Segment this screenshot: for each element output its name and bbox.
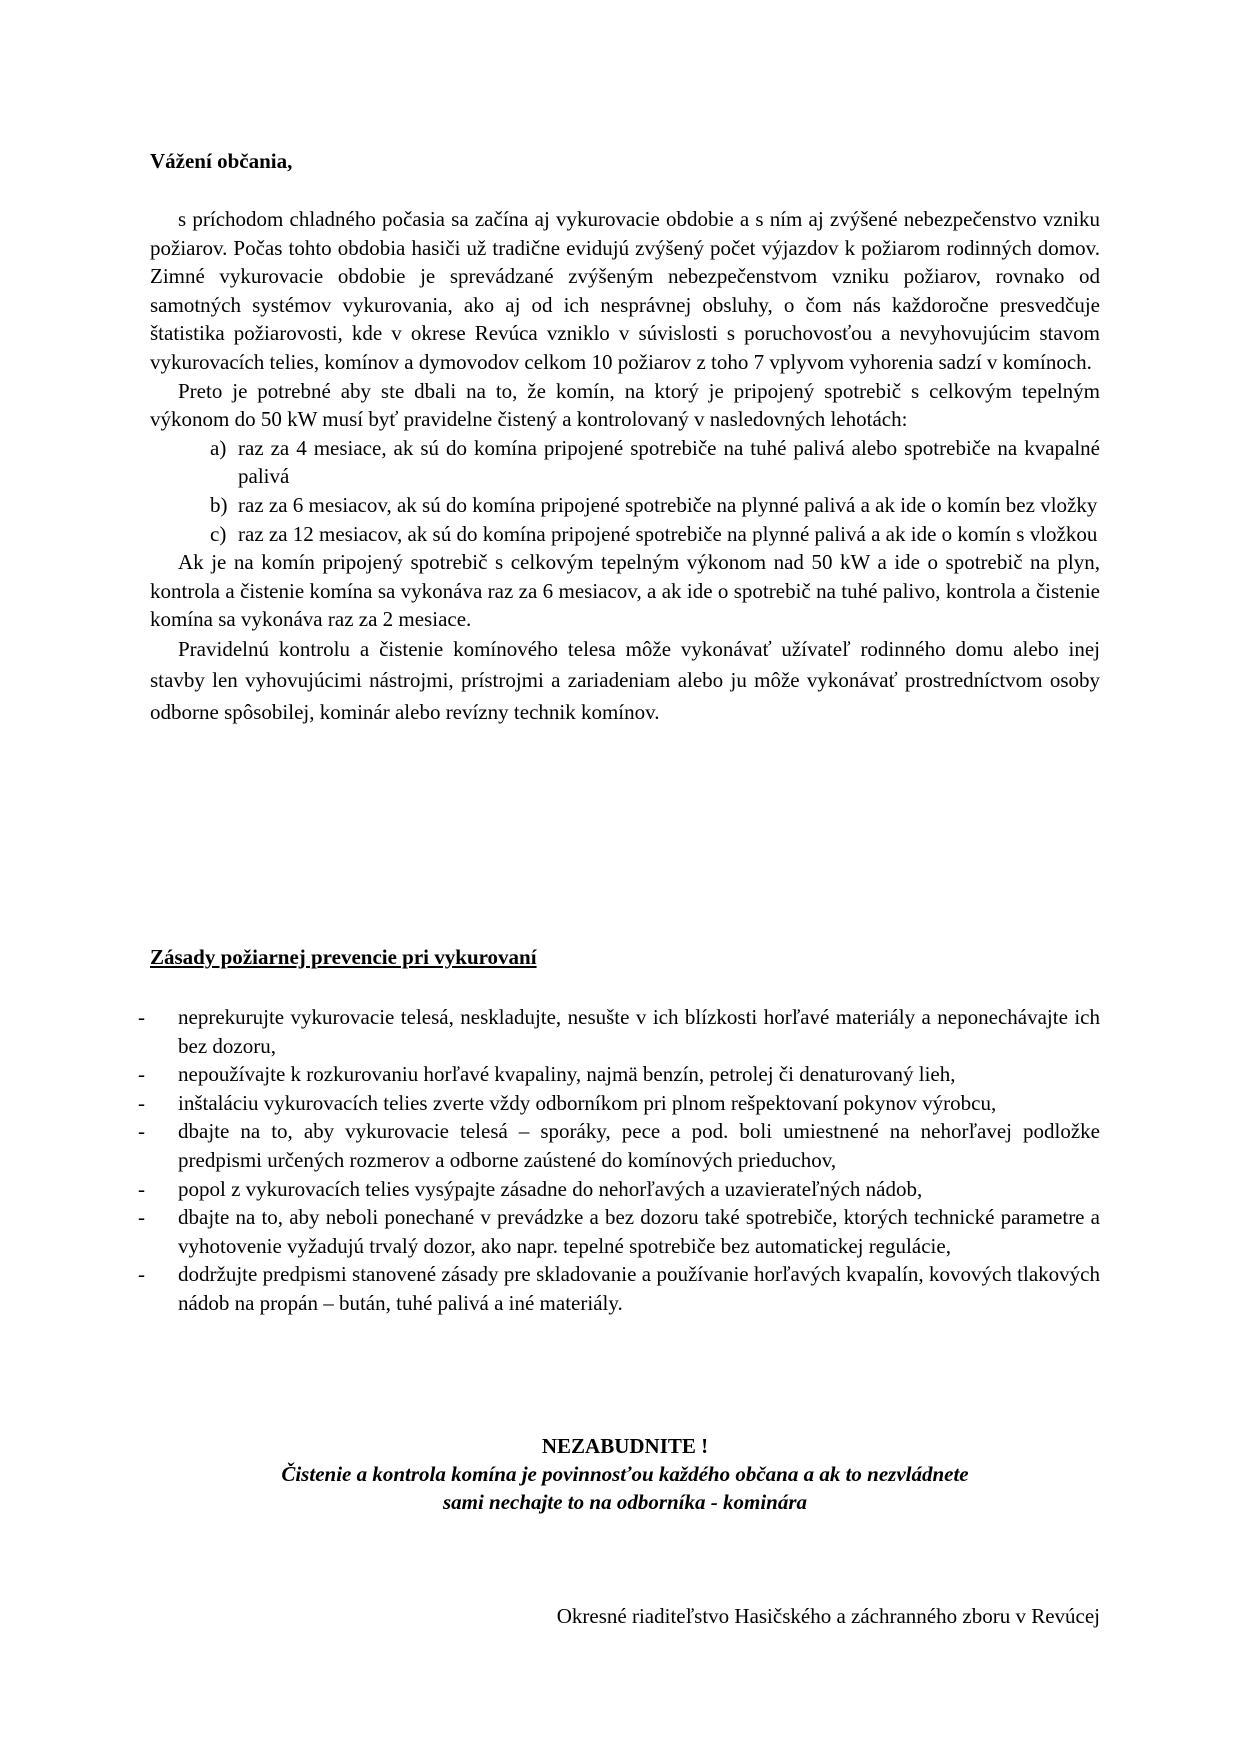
rule-item [138,1060,1100,1089]
over-50kw-paragraph: Ak je na komín pripojený spotrebič s celkovým tepelným výkonom nad 50 kW a ide o spotrebič na plyn, kontrola a čistenie komína sa vykonáva raz za 6 mesiacov, a ak ide o spotrebič na tuhé palivo, kontrola a čistenie komína sa vykonáva raz za 2 mesiace. [150,550,1100,632]
reminder-title: NEZABUDNITE ! [541,1434,709,1458]
rule-item [138,1260,1100,1317]
section-title: Zásady požiarnej prevencie pri vykurovaní [150,945,537,969]
rule-text: neprekurujte vykurovacie telesá, neskladujte, nesušte v ich blízkosti horľavé materiály a neponechávajte ich bez dozoru, [178,1005,1100,1058]
reminder-text: Čistenie a kontrola komína je povinnosťou každého občana a ak to nezvládnete sami nechajte to na odborníka - kominára [281,1462,969,1514]
rule-text: dodržujte predpismi stanovené zásady pre skladovanie a používanie horľavých kvapalín, kovových tlakových nádob na propán – bután, tuhé palivá a iné materiály. [178,1262,1100,1315]
deadline-item [150,520,1100,549]
rule-text: dbajte na to, aby vykurovacie telesá – sporáky, pece a pod. boli umiestnené na nehorľavej podložke predpismi určených rozmerov a odborne zaústené do komínových prieduchov, [178,1119,1100,1172]
rule-marker: - [138,1262,145,1287]
rule-marker: - [138,1090,145,1115]
deadline-item [150,491,1100,520]
deadlines-intro-paragraph: Preto je potrebné aby ste dbali na to, že komín, na ktorý je pripojený spotrebič s celkovým tepelným výkonom do 50 kW musí byť pravidelne čistený a kontrolovaný v nasledovných lehotách: [150,378,1100,432]
reminder-block [150,1432,1100,1516]
inspection-paragraph: Pravidelnú kontrolu a čistenie komínového telesa môže vykonávať užívateľ rodinného domu alebo inej stavby len vyhovujúcimi nástrojmi, prístrojmi a zariadeniam alebo ju môže vykonávať prostredníctvom osoby odborne spôsobilej, kominár alebo revízny technik komínov. [150,636,1100,724]
deadline-text: raz za 12 mesiacov, ak sú do komína pripojené spotrebiče na plynné palivá a ak ide o komín s vložkou [238,521,1098,546]
deadlines-list [150,434,1100,548]
main-text [150,205,1100,728]
greeting: Vážení občania, [150,149,293,173]
intro-paragraph: s príchodom chladného počasia sa začína aj vykurovacie obdobie a s ním aj zvýšené nebezpečenstvo vzniku požiarov. Počas tohto obdobia hasiči už tradične evidujú zvýšený počet výjazdov k požiarom rodinných domov. Zimné vykurovacie obdobie je sprevádzané zvýšeným nebezpečenstvom vzniku požiarov, rovnako od samotných systémov vykurovania, ako aj od ich nesprávnej obsluhy, o čom nás každoročne presvedčuje štatistika požiarovosti, kde v okrese Revúca vzniklo v súvislosti s poruchovosťou a nevyhovujúcim stavom vykurovacích telies, komínov a dymovodov celkom 10 požiarov z toho 7 vplyvom vyhorenia sadzí v komínoch. [150,207,1100,374]
rule-item [138,1175,1100,1204]
rule-text: inštaláciu vykurovacích telies zverte vždy odborníkom pri plnom rešpektovaní pokynov výrobcu, [178,1090,997,1115]
rule-text: dbajte na to, aby neboli ponechané v prevádzke a bez dozoru také spotrebiče, ktorých technické parametre a vyhotovenie vyžadujú trvalý dozor, ako napr. tepelné spotrebiče bez automatickej regulácie, [178,1205,1100,1258]
rule-text: popol z vykurovacích telies vysýpajte zásadne do nehorľavých a uzavierateľných nádob, [178,1176,923,1201]
deadline-text: raz za 6 mesiacov, ak sú do komína pripojené spotrebiče na plynné palivá a ak ide o komín bez vložky [238,492,1098,517]
rule-item [138,1089,1100,1118]
deadline-marker: c) [210,521,227,546]
signature: Okresné riaditeľstvo Hasičského a záchranného zboru v Revúcej [556,1604,1100,1628]
deadline-marker: a) [210,435,227,460]
rule-marker: - [138,1176,145,1201]
deadline-text: raz za 4 mesiace, ak sú do komína pripojené spotrebiče na tuhé palivá alebo spotrebiče na kvapalné palivá [238,435,1100,489]
rule-item [138,1003,1100,1060]
deadline-marker: b) [210,492,228,517]
rule-marker: - [138,1005,145,1029]
rule-item [138,1203,1100,1260]
rule-marker: - [138,1205,145,1230]
deadline-item [150,434,1100,491]
rule-item [138,1117,1100,1174]
prevention-rules-list [138,1003,1100,1318]
rule-marker: - [138,1119,145,1144]
rule-marker: - [138,1062,145,1087]
rule-text: nepoužívajte k rozkurovaniu horľavé kvapaliny, najmä benzín, petrolej či denaturovaný lieh, [178,1062,956,1087]
